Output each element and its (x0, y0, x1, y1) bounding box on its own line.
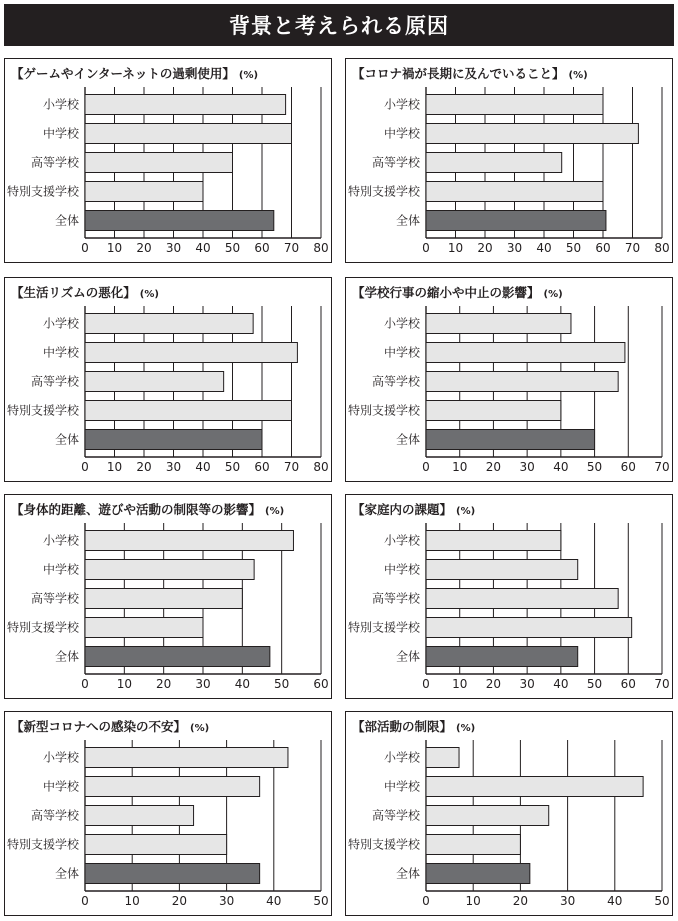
tick-label: 60 (313, 677, 329, 691)
bar (426, 211, 606, 231)
tick-label: 70 (654, 460, 670, 474)
bar (426, 647, 578, 667)
bar (426, 430, 595, 450)
category-label: 中学校 (42, 562, 79, 577)
tick-label: 0 (422, 894, 430, 908)
chart-panel-life-rhythm (4, 277, 332, 482)
tick-label: 80 (654, 241, 670, 255)
tick-label: 50 (565, 241, 582, 255)
category-label: 全体 (395, 649, 420, 664)
bar (426, 372, 618, 392)
bar (85, 401, 292, 421)
bar (85, 343, 297, 363)
chart-unit: (%) (456, 506, 476, 517)
tick-label: 30 (559, 894, 576, 908)
category-label: 全体 (54, 866, 79, 881)
tick-label: 80 (313, 460, 329, 474)
tick-label: 50 (224, 460, 241, 474)
category-label: 特別支援学校 (6, 403, 79, 418)
bar (426, 806, 549, 826)
bar (85, 618, 203, 638)
category-label: 中学校 (42, 779, 79, 794)
chart-unit: (%) (456, 723, 476, 734)
chart-panel-game-internet (4, 58, 332, 263)
chart-svg (346, 278, 674, 483)
tick-label: 0 (422, 677, 430, 691)
tick-label: 40 (195, 460, 211, 474)
tick-label: 0 (422, 460, 430, 474)
chart-unit: (%) (139, 289, 159, 300)
tick-label: 30 (519, 677, 535, 691)
tick-label: 30 (195, 677, 211, 691)
tick-label: 40 (607, 894, 623, 908)
category-label: 高等学校 (30, 591, 79, 606)
tick-label: 0 (81, 677, 89, 691)
tick-label: 50 (224, 241, 241, 255)
bar (85, 864, 260, 884)
bar (426, 864, 530, 884)
category-label: 小学校 (42, 750, 79, 765)
chart-unit: (%) (568, 70, 588, 81)
tick-label: 70 (624, 241, 641, 255)
category-label: 小学校 (42, 316, 79, 331)
tick-label: 40 (195, 241, 211, 255)
bar (85, 531, 293, 551)
tick-label: 20 (171, 894, 188, 908)
tick-label: 20 (136, 460, 152, 474)
chart-title-text: 【家庭内の課題】 (352, 502, 453, 517)
category-label: 全体 (395, 866, 420, 881)
tick-label: 0 (422, 241, 430, 255)
bar (85, 748, 288, 768)
tick-label: 20 (156, 677, 172, 691)
bar (426, 589, 618, 609)
category-label: 全体 (54, 213, 79, 228)
tick-label: 60 (620, 460, 636, 474)
tick-label: 40 (266, 894, 282, 908)
tick-label: 50 (586, 460, 603, 474)
chart-svg (346, 59, 674, 264)
bar (426, 343, 625, 363)
bar (85, 95, 286, 115)
tick-label: 40 (536, 241, 552, 255)
chart-panel-school-events (345, 277, 673, 482)
bar (426, 531, 561, 551)
bar (426, 401, 561, 421)
category-label: 小学校 (383, 316, 420, 331)
category-label: 高等学校 (371, 374, 420, 389)
bar (85, 589, 242, 609)
bar (426, 560, 578, 580)
bar (426, 153, 562, 173)
tick-label: 20 (477, 241, 493, 255)
tick-label: 30 (519, 460, 535, 474)
chart-title-text: 【生活リズムの悪化】 (11, 285, 136, 300)
tick-label: 40 (234, 677, 250, 691)
category-label: 小学校 (42, 533, 79, 548)
tick-label: 20 (136, 241, 152, 255)
category-label: 全体 (395, 213, 420, 228)
category-label: 高等学校 (30, 155, 79, 170)
tick-label: 60 (620, 677, 636, 691)
category-label: 特別支援学校 (347, 837, 420, 852)
tick-label: 20 (512, 894, 529, 908)
tick-label: 10 (447, 241, 464, 255)
category-label: 高等学校 (30, 374, 79, 389)
category-label: 特別支援学校 (6, 837, 79, 852)
bar (85, 182, 203, 202)
bar (426, 835, 520, 855)
category-label: 特別支援学校 (6, 620, 79, 635)
tick-label: 10 (124, 894, 140, 908)
tick-label: 40 (553, 460, 569, 474)
tick-label: 0 (81, 241, 89, 255)
category-label: 特別支援学校 (347, 403, 420, 418)
tick-label: 60 (254, 241, 270, 255)
tick-label: 40 (553, 677, 569, 691)
tick-label: 10 (452, 460, 468, 474)
category-label: 特別支援学校 (347, 184, 420, 199)
category-label: 中学校 (383, 345, 420, 360)
category-label: 高等学校 (30, 808, 79, 823)
category-label: 小学校 (383, 750, 420, 765)
tick-label: 10 (452, 677, 468, 691)
tick-label: 0 (81, 460, 89, 474)
bar (426, 314, 571, 334)
bar (85, 314, 253, 334)
bar (85, 835, 227, 855)
category-label: 小学校 (383, 533, 420, 548)
tick-label: 30 (506, 241, 523, 255)
chart-panel-physical-distance (4, 494, 332, 699)
category-label: 中学校 (42, 345, 79, 360)
tick-label: 50 (274, 677, 290, 691)
bar (85, 806, 194, 826)
category-label: 中学校 (383, 779, 420, 794)
tick-label: 30 (218, 894, 235, 908)
chart-title-text: 【ゲームやインターネットの過剰使用】 (11, 66, 235, 81)
tick-label: 70 (283, 241, 300, 255)
category-label: 特別支援学校 (6, 184, 79, 199)
category-label: 中学校 (383, 126, 420, 141)
tick-label: 30 (165, 460, 182, 474)
chart-panel-infection-anxiety (4, 711, 332, 916)
bar (426, 124, 638, 144)
category-label: 全体 (54, 432, 79, 447)
bar (85, 777, 260, 797)
bar (426, 95, 603, 115)
chart-title-text: 【新型コロナへの感染の不安】 (11, 719, 187, 734)
tick-label: 50 (313, 894, 329, 908)
bar (426, 748, 459, 768)
chart-panel-family-issues (345, 494, 673, 699)
category-label: 中学校 (42, 126, 79, 141)
chart-unit: (%) (238, 70, 259, 81)
chart-svg (5, 712, 333, 917)
chart-svg (5, 59, 333, 264)
bar (426, 618, 632, 638)
bar (85, 647, 270, 667)
tick-label: 50 (654, 894, 670, 908)
category-label: 中学校 (383, 562, 420, 577)
chart-svg (5, 278, 333, 483)
bar (426, 182, 603, 202)
chart-title-text: 【学校行事の縮小や中止の影響】 (352, 285, 540, 300)
chart-svg (346, 495, 674, 700)
chart-unit: (%) (190, 723, 210, 734)
tick-label: 50 (586, 677, 603, 691)
category-label: 小学校 (42, 97, 79, 112)
tick-label: 10 (465, 894, 481, 908)
page-title: 背景と考えられる原因 (4, 4, 674, 46)
tick-label: 60 (254, 460, 270, 474)
category-label: 全体 (395, 432, 420, 447)
category-label: 高等学校 (371, 591, 420, 606)
bar (85, 372, 224, 392)
bar (85, 153, 233, 173)
tick-label: 10 (116, 677, 132, 691)
category-label: 高等学校 (371, 808, 420, 823)
chart-unit: (%) (265, 506, 285, 517)
chart-svg (5, 495, 333, 700)
tick-label: 10 (106, 460, 123, 474)
chart-title-text: 【コロナ禍が長期に及んでいること】 (352, 66, 565, 81)
tick-label: 80 (313, 241, 329, 255)
chart-title-text: 【身体的距離、遊びや活動の制限等の影響】 (11, 502, 262, 517)
tick-label: 10 (106, 241, 123, 255)
category-label: 小学校 (383, 97, 420, 112)
tick-label: 70 (654, 677, 670, 691)
chart-panel-covid-prolonged (345, 58, 673, 263)
tick-label: 70 (283, 460, 300, 474)
bar (85, 124, 292, 144)
chart-title-text: 【部活動の制限】 (352, 719, 453, 734)
tick-label: 60 (595, 241, 611, 255)
tick-label: 20 (485, 677, 502, 691)
chart-svg (346, 712, 674, 917)
tick-label: 20 (485, 460, 502, 474)
chart-unit: (%) (543, 289, 563, 300)
category-label: 全体 (54, 649, 79, 664)
category-label: 高等学校 (371, 155, 420, 170)
bar (85, 560, 254, 580)
bar (85, 430, 262, 450)
tick-label: 0 (81, 894, 89, 908)
chart-panel-club-activities (345, 711, 673, 916)
bar (85, 211, 274, 231)
category-label: 特別支援学校 (347, 620, 420, 635)
tick-label: 30 (165, 241, 182, 255)
bar (426, 777, 643, 797)
